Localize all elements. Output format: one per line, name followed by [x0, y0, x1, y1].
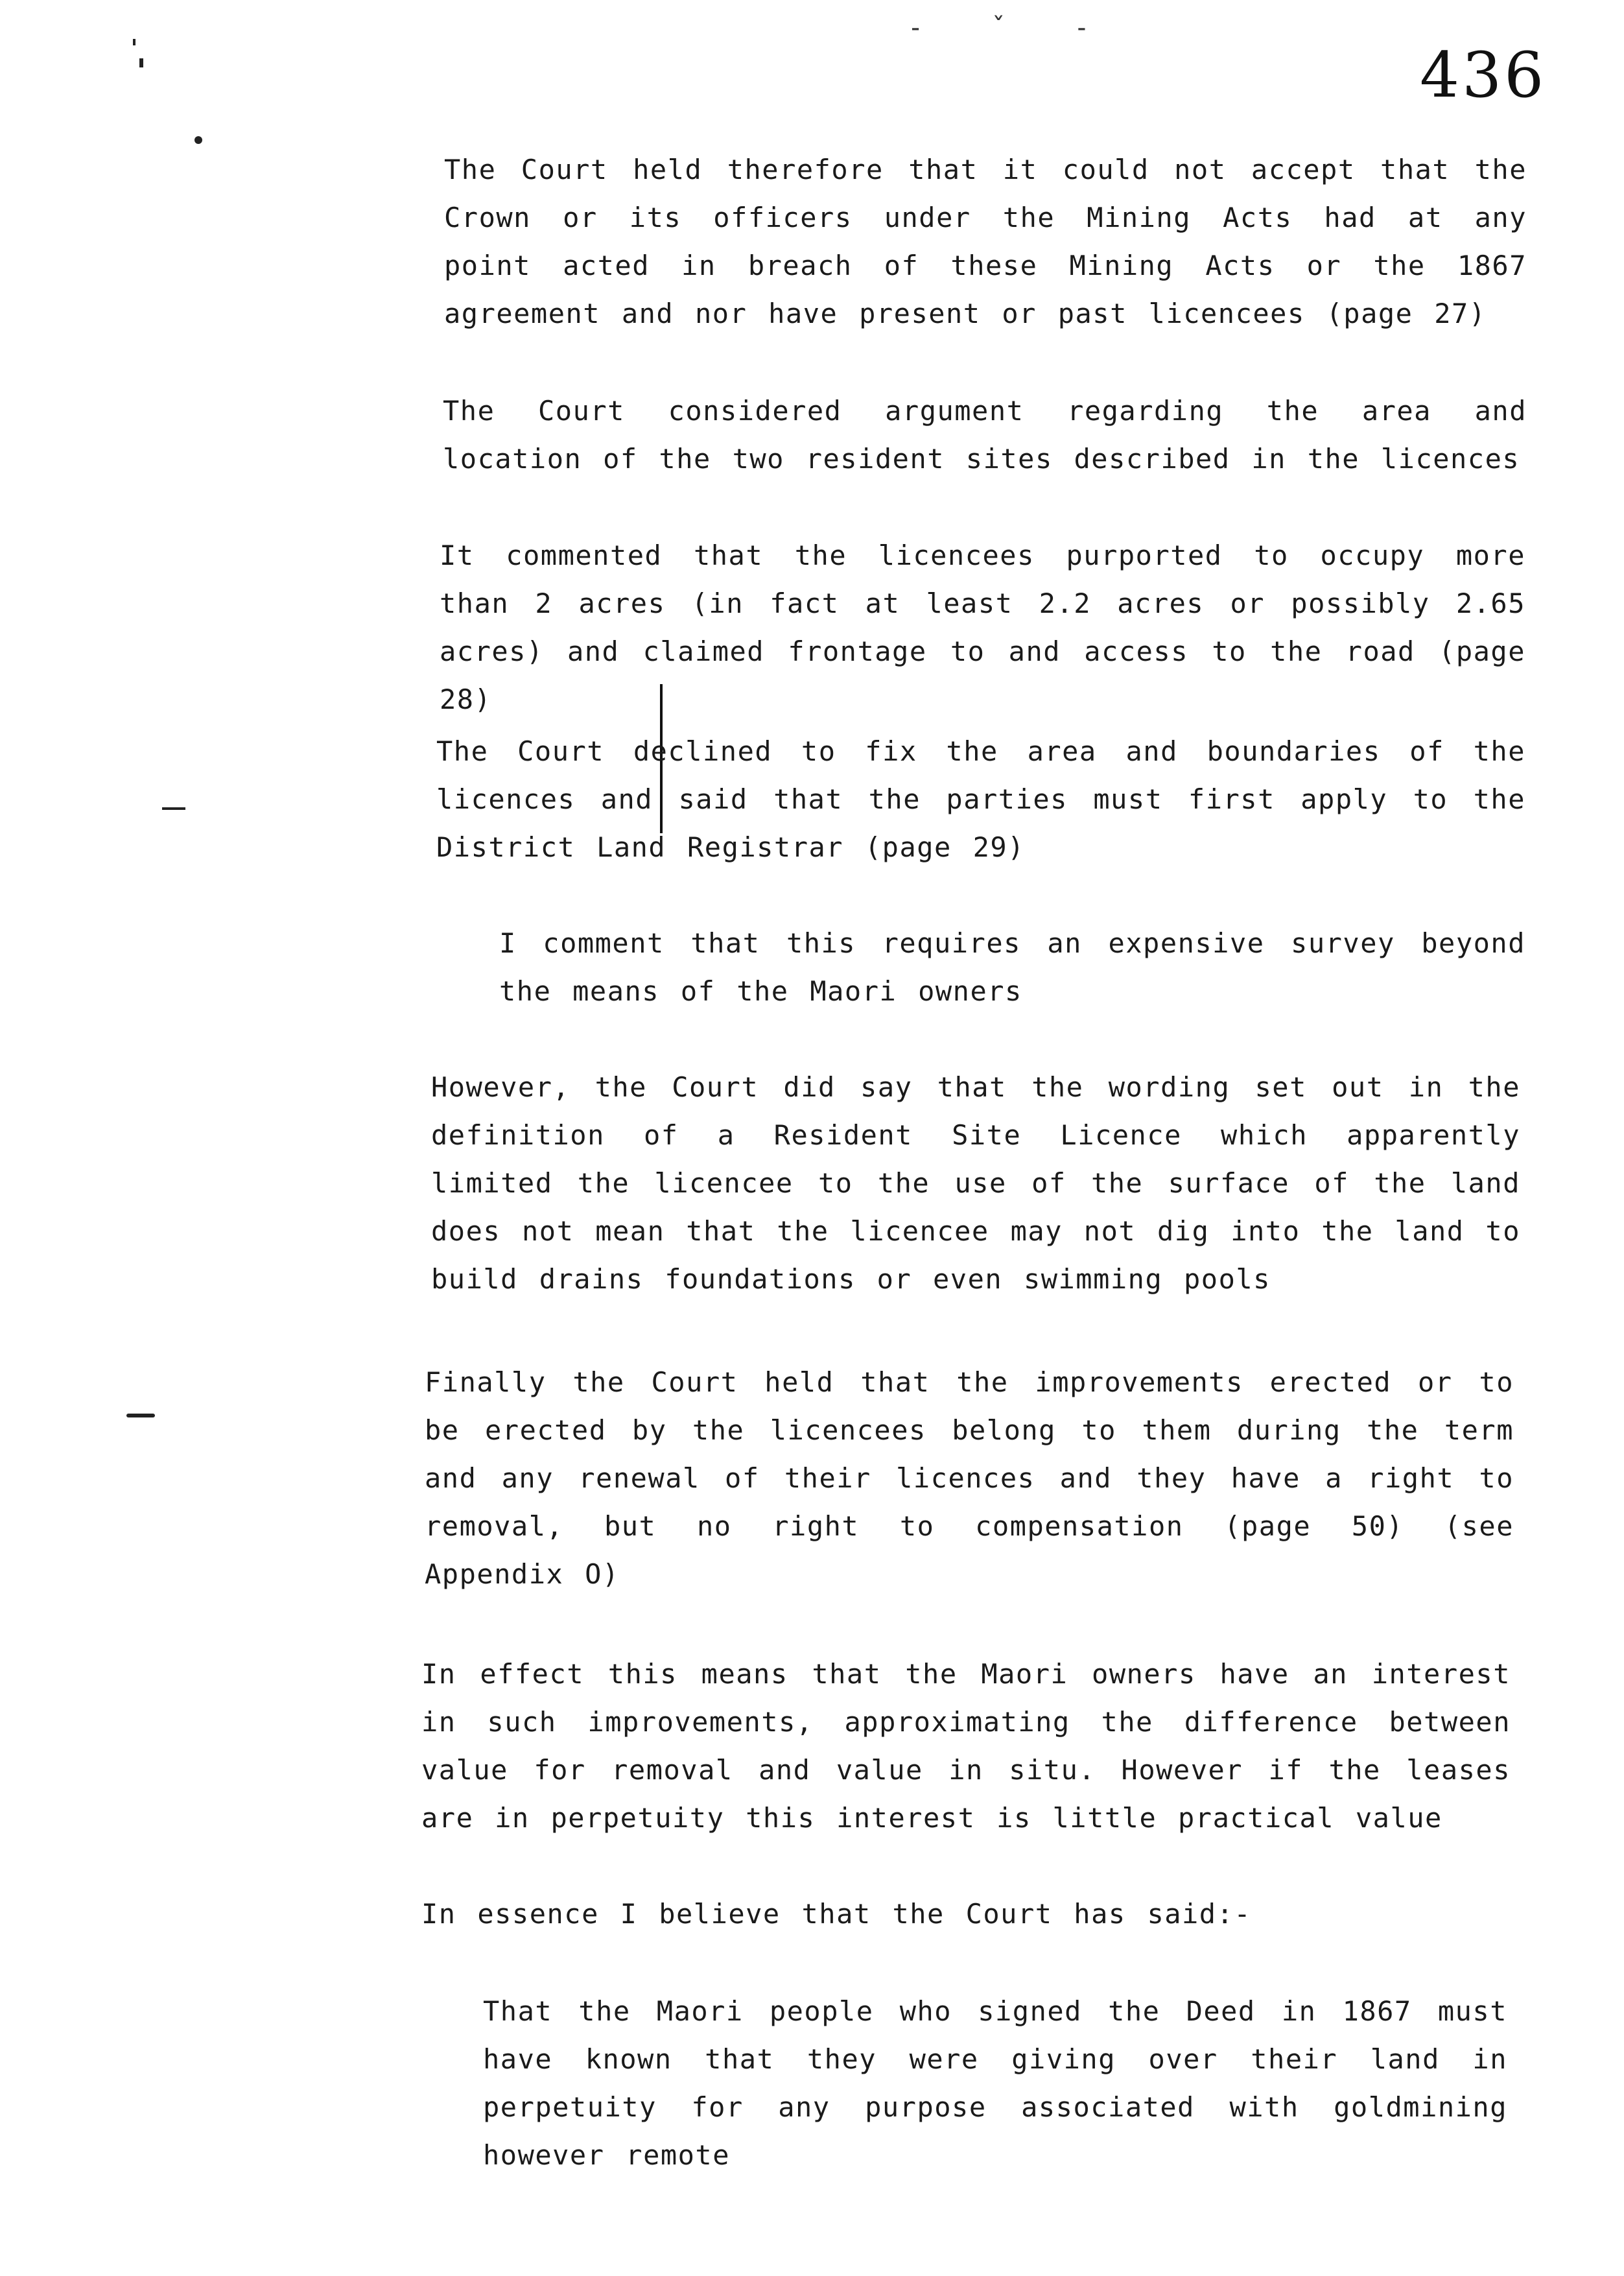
scan-mark	[139, 58, 143, 67]
paragraph-2: The Court considered argument regarding the area and location of the two resident sites described in the licences	[443, 395, 1527, 475]
page-number: 436	[1420, 39, 1547, 112]
paragraph-4: The Court declined to fix the area and boundaries of the licences and said that the parties must first apply to the District Land Registrar (page 29)	[436, 735, 1525, 863]
scan-mark	[194, 136, 202, 144]
paragraph-3: It commented that the licencees purported to occupy more than 2 acres (in fact at least 2.2 acres or possibly 2.65 acres) and claimed frontage to and access to the road (page 28)	[440, 539, 1525, 715]
scan-mark	[133, 39, 135, 45]
scan-mark	[126, 1414, 155, 1417]
paragraph-1: The Court held therefore that it could not accept that the Crown or its officers under the Mining Acts had at any point acted in breach of these Mining Acts or the 1867 agreement and nor have present or past licencees (page 27)	[444, 154, 1527, 329]
paragraph-9: In essence I believe that the Court has said:-	[421, 1898, 1252, 1930]
comment-paragraph: I comment that this requires an expensive survey beyond the means of the Maori owners	[499, 927, 1525, 1007]
quotation-paragraph: That the Maori people who signed the Deed in 1867 must have known that they were giving over their land in perpetuity for any purpose associated with goldmining however remote	[483, 1995, 1507, 2171]
scan-mark	[162, 807, 185, 810]
paragraph-6: However, the Court did say that the wording set out in the definition of a Resident Site Licence which apparently limited the licencee to the use of the surface of the land does not mean that the licencee may not dig into the land to build drains foundations or even swimming pools	[431, 1071, 1520, 1295]
paragraph-7: Finally the Court held that the improvements erected or to be erected by the licencees belong to them during the term and any renewal of their licences and they have a right to removal, but no right to compensation (page 50) (see Appendix O)	[425, 1366, 1514, 1590]
paragraph-8: In effect this means that the Maori owners have an interest in such improvements, approximating the difference between value for removal and value in situ. However if the leases are in perpetuity this interest is little practical value	[421, 1658, 1511, 1834]
header-marks: - ˇ -	[908, 13, 1116, 43]
